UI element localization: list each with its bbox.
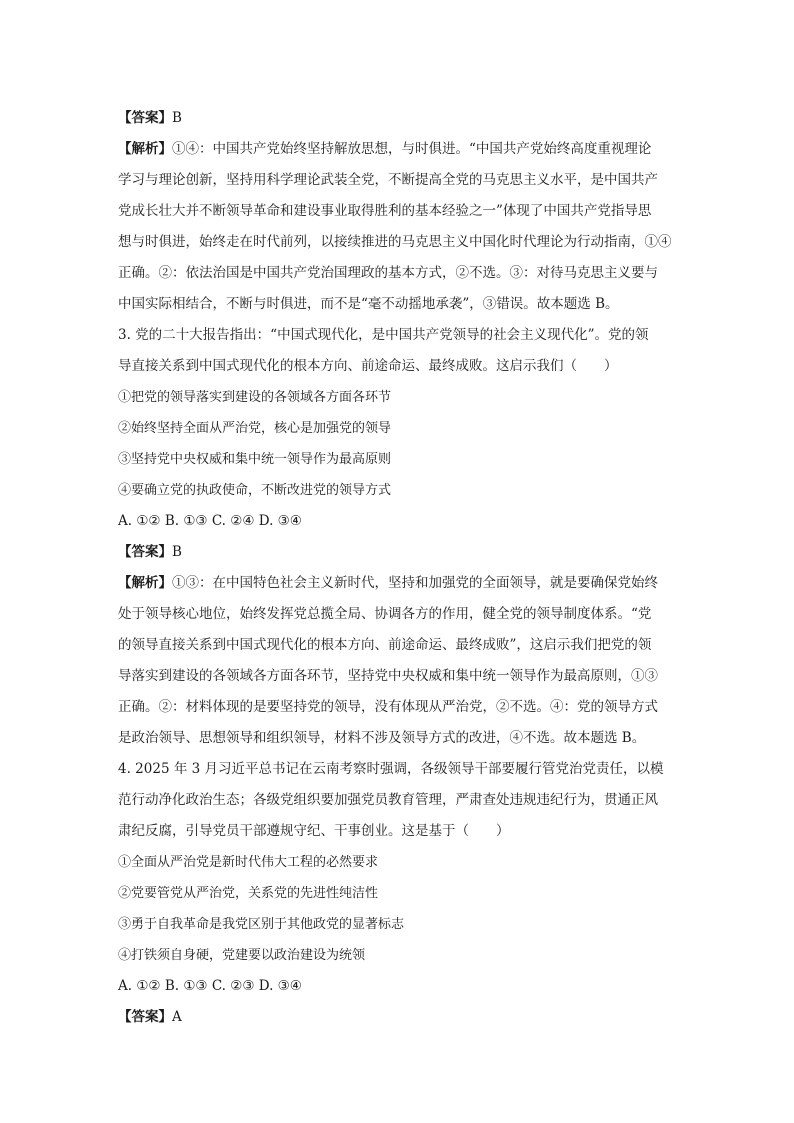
text-line	[118, 723, 678, 754]
answer-choices	[118, 506, 678, 537]
answer-label: 【答案】	[118, 110, 172, 126]
question-option	[118, 940, 678, 971]
text-line	[118, 661, 678, 692]
line-text: 中国实际相结合，不断与时俱进，而不是“毫不动摇地承袭”，③错误。故本题选 B。	[118, 296, 619, 312]
line-text: ②始终坚持全面从严治党，核心是加强党的领导	[118, 421, 392, 436]
text-line	[118, 816, 678, 847]
text-line	[118, 258, 678, 289]
text-line	[118, 692, 678, 723]
line-text: 的领导直接关系到中国式现代化的根本方向、前途命运、最终成败”，这启示我们把党的领	[118, 637, 652, 653]
answer-line	[118, 103, 678, 134]
answer-line	[118, 1002, 678, 1033]
text-line	[118, 227, 678, 258]
line-text: 导落实到建设的各领域各方面各环节，坚持党中央权威和集中统一领导作为最高原则，①③	[118, 668, 658, 684]
line-text: ①把党的领导落实到建设的各领域各方面各环节	[118, 390, 392, 405]
line-text: ④打铁须自身硬，党建要以政治建设为统领	[118, 948, 366, 963]
answer-label: 【答案】	[118, 1009, 172, 1025]
text-line	[118, 630, 678, 661]
text-line	[118, 165, 678, 196]
text-line	[118, 196, 678, 227]
analysis-line	[118, 134, 678, 165]
analysis-label: 【解析】	[118, 141, 172, 157]
line-text: ④要确立党的执政使命，不断改进党的领导方式	[118, 483, 392, 498]
question-stem	[118, 320, 678, 351]
line-text: 3. 党的二十大报告指出：“中国式现代化，是中国共产党领导的社会主义现代化”。党的领	[118, 327, 649, 343]
answer-choices	[118, 971, 678, 1002]
line-text: B	[172, 110, 182, 126]
line-text: 处于领导核心地位，始终发挥党总揽全局、协调各方的作用，健全党的领导制度体系。“党	[118, 606, 652, 622]
answer-label: 【答案】	[118, 544, 172, 560]
line-text: A	[172, 1009, 182, 1025]
line-text: ③坚持党中央权威和集中统一领导作为最高原则	[118, 452, 392, 467]
line-text: 正确。②：材料体现的是要坚持党的领导，没有体现从严治党，②不选。④：党的领导方式	[118, 699, 658, 715]
line-text: ②党要管党从严治党，关系党的先进性纯洁性	[118, 886, 379, 901]
analysis-label: 【解析】	[118, 575, 172, 591]
line-text: 导直接关系到中国式现代化的根本方向、前途命运、最终成败。这启示我们（ ）	[118, 358, 618, 374]
line-text: 4. 2025 年 3 月习近平总书记在云南考察时强调，各级领导干部要履行管党治党责任，以模	[118, 761, 664, 777]
question-option	[118, 444, 678, 475]
analysis-line	[118, 568, 678, 599]
question-option	[118, 909, 678, 940]
question-stem	[118, 754, 678, 785]
question-option	[118, 413, 678, 444]
line-text: 范行动净化政治生态；各级党组织要加强党员教育管理，严肃查处违规违纪行为，贯通正风	[118, 792, 658, 808]
line-text: 是政治领导、思想领导和组织领导，材料不涉及领导方式的改进，④不选。故本题选 B。	[118, 730, 646, 746]
question-option	[118, 475, 678, 506]
line-text: ③勇于自我革命是我党区别于其他政党的显著标志	[118, 917, 405, 932]
text-line	[118, 289, 678, 320]
document-page	[118, 103, 678, 1033]
question-option	[118, 847, 678, 878]
question-option	[118, 382, 678, 413]
line-text: B	[172, 544, 182, 560]
text-line	[118, 351, 678, 382]
line-text: ①④：中国共产党始终坚持解放思想，与时俱进。“中国共产党始终高度重视理论	[172, 141, 652, 157]
answer-line	[118, 537, 678, 568]
line-text: 想与时俱进，始终走在时代前列，以接续推进的马克思主义中国化时代理论为行动指南，①④	[118, 234, 672, 250]
question-option	[118, 878, 678, 909]
line-text: 肃纪反腐，引导党员干部遵规守纪、干事创业。这是基于（ ）	[118, 823, 510, 839]
line-text: A. ①② B. ①③ C. ②③ D. ③④	[118, 978, 302, 994]
line-text: 党成长壮大并不断领导革命和建设事业取得胜利的基本经验之一”体现了中国共产党指导思	[118, 203, 652, 219]
line-text: ①③：在中国特色社会主义新时代，坚持和加强党的全面领导，就是要确保党始终	[172, 575, 658, 591]
line-text: A. ①② B. ①③ C. ②④ D. ③④	[118, 513, 302, 529]
text-line	[118, 785, 678, 816]
line-text: ①全面从严治党是新时代伟大工程的必然要求	[118, 855, 379, 870]
text-line	[118, 599, 678, 630]
line-text: 正确。②：依法治国是中国共产党治国理政的基本方式，②不选。③：对待马克思主义要与	[118, 265, 658, 281]
line-text: 学习与理论创新，坚持用科学理论武装全党，不断提高全党的马克思主义水平，是中国共产	[118, 172, 658, 188]
